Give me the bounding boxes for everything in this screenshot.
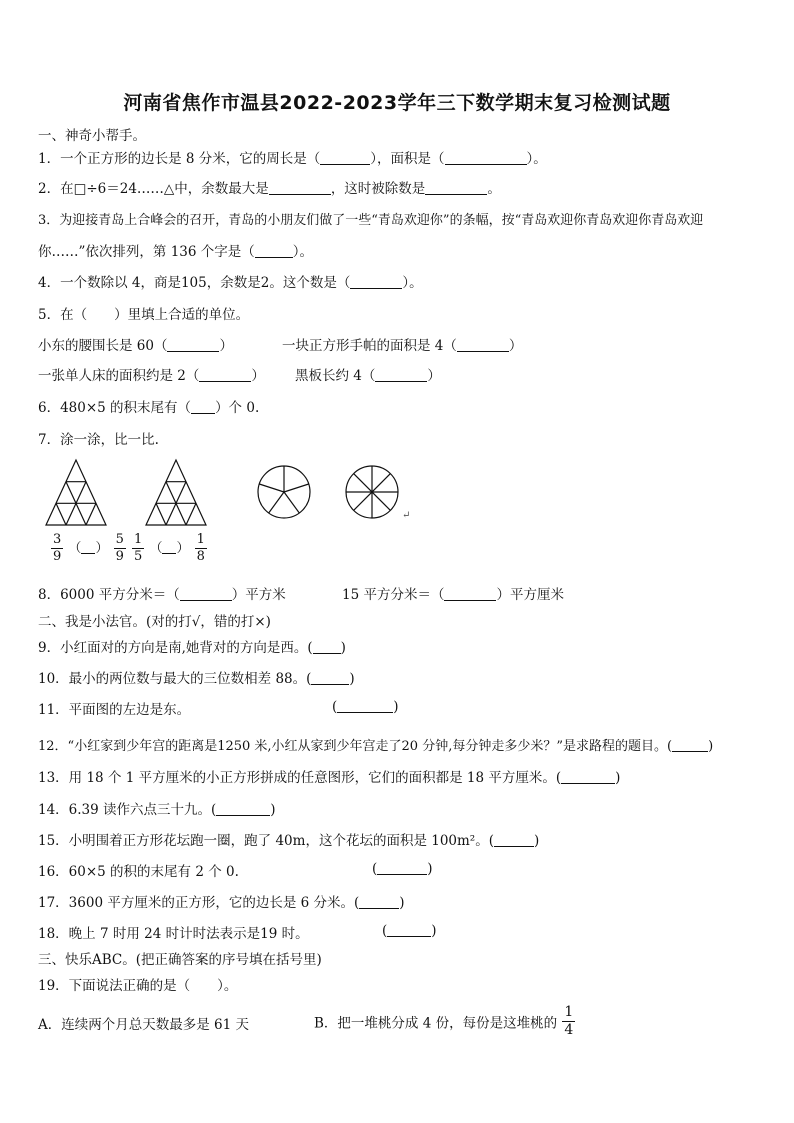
question-6	[38, 396, 259, 416]
answer-blank[interactable]	[561, 769, 615, 784]
denominator: 5	[134, 549, 143, 564]
question-16-answer	[372, 860, 433, 877]
question-11-answer	[332, 698, 399, 715]
compare-open: （	[68, 541, 82, 556]
paren-close: )	[615, 770, 621, 786]
q5-item-3-text: 一张单人床的面积约是 2（	[38, 368, 200, 384]
paren-close: )	[534, 833, 540, 849]
answer-blank[interactable]	[167, 337, 219, 352]
question-9	[38, 636, 346, 656]
question-15-text: 15．小明围着正方形花坛跑一圈，跑了 40m，这个花坛的面积是 100m²。(	[38, 833, 494, 849]
compare-close: ）	[176, 541, 190, 556]
paren-close: )	[399, 895, 405, 911]
question-5-stem: 5．在（ ）里填上合适的单位。	[38, 307, 250, 323]
answer-blank[interactable]	[425, 180, 487, 195]
question-2-text-b: ，这时被除数是	[330, 181, 426, 197]
answer-blank[interactable]	[350, 274, 402, 289]
question-2-text-a: 2．在□÷6＝24……△中，余数最大是	[38, 181, 269, 197]
paren-close: )	[393, 699, 399, 715]
question-16-text: 16．60×5 的积的末尾有 2 个 0.	[38, 864, 239, 880]
answer-blank[interactable]	[375, 367, 427, 382]
answer-blank[interactable]	[199, 367, 251, 382]
paren-close: )	[349, 671, 355, 687]
q5-item-4-text: 黑板长约 4（	[295, 368, 376, 384]
question-13-text: 13．用 18 个 1 平方厘米的小正方形拼成的任意图形，它们的面积都是 18 平方厘米。(	[38, 770, 562, 786]
answer-blank[interactable]	[444, 586, 496, 601]
question-11-text: 11．平面图的左边是东。	[38, 702, 191, 718]
question-6-text-b: ）个 0.	[215, 400, 260, 416]
fraction-comparisons	[50, 532, 208, 565]
denominator: 9	[115, 549, 124, 564]
answer-blank[interactable]	[255, 243, 293, 258]
answer-blank[interactable]	[337, 698, 393, 713]
return-mark: ↵	[402, 510, 411, 521]
question-18-answer	[382, 922, 437, 939]
section-2-heading: 二、我是小法官。(对的打√，错的打×)	[38, 614, 271, 630]
triangle-figure-2[interactable]	[146, 460, 206, 525]
question-4-text-a: 4．一个数除以 4，商是105，余数是2。这个数是（	[38, 275, 351, 291]
question-1	[38, 147, 547, 167]
question-11	[38, 698, 190, 718]
question-5-item-4	[295, 364, 441, 384]
question-8-text-a: 8．6000 平方分米＝（	[38, 587, 180, 603]
q5-item-2-text: 一块正方形手帕的面积是 4（	[282, 338, 457, 354]
question-15	[38, 829, 539, 849]
denominator: 4	[564, 1022, 574, 1038]
fraction-figures	[40, 458, 440, 530]
fraction-1-4	[562, 1004, 575, 1039]
option-b-text: B．把一堆桃分成 4 份，每份是这堆桃的	[314, 1015, 558, 1032]
question-19-stem: 19．下面说法正确的是（ ）。	[38, 978, 238, 994]
question-1-text-b: ），面积是（	[370, 151, 445, 167]
question-2	[38, 177, 501, 197]
question-8-text-c: 15 平方分米＝（	[342, 587, 445, 603]
question-8-part-1	[38, 583, 286, 603]
question-8-text-d: ）平方厘米	[496, 587, 564, 603]
denominator: 9	[53, 549, 62, 564]
question-10	[38, 667, 355, 687]
answer-blank[interactable]	[494, 832, 534, 847]
answer-blank[interactable]	[457, 337, 509, 352]
answer-blank[interactable]	[359, 894, 399, 909]
question-3-line-1: 3．为迎接青岛上合峰会的召开，青岛的小朋友们做了一些“青岛欢迎你”的条幅，按“青岛欢迎你青岛欢迎你青岛欢迎	[38, 213, 704, 228]
paren-close: )	[340, 640, 346, 656]
compare-blank[interactable]	[81, 541, 95, 554]
question-17	[38, 891, 405, 911]
numerator: 1	[134, 532, 143, 547]
fraction-3-9	[51, 532, 63, 565]
circle-figure-eighths[interactable]	[346, 466, 398, 518]
paren-open: (	[382, 923, 388, 939]
paren-close: )	[431, 923, 437, 939]
denominator: 8	[196, 549, 205, 564]
question-3-text-b: ）。	[292, 244, 314, 260]
paren-close: )	[427, 861, 433, 877]
page-title: 河南省焦作市温县2022-2023学年三下数学期末复习检测试题	[123, 92, 671, 114]
answer-blank[interactable]	[216, 801, 270, 816]
question-8-part-2	[342, 583, 564, 603]
compare-open: （	[149, 541, 163, 556]
question-12	[38, 735, 713, 754]
question-16	[38, 860, 239, 880]
question-12-text: 12．“小红家到少年宫的距离是1250 米,小红从家到少年宫走了20 分钟,每分钟走多少米？”是求路程的题目。(	[38, 739, 673, 754]
answer-blank[interactable]	[445, 150, 527, 165]
paren-close: )	[708, 739, 714, 754]
q5-item-1-text: 小东的腰围长是 60（	[38, 338, 168, 354]
question-4	[38, 271, 423, 291]
question-3-text-a: 你……”依次排列，第 136 个字是（	[38, 244, 255, 260]
question-4-text-b: ）。	[402, 275, 423, 291]
question-14	[38, 798, 276, 818]
question-3-line-2	[38, 240, 313, 260]
q5-item-2-close: ）	[508, 338, 523, 354]
paren-open: (	[332, 699, 338, 715]
fraction-5-9	[114, 532, 126, 565]
answer-blank[interactable]	[311, 670, 349, 685]
question-10-text: 10．最小的两位数与最大的三位数相差 88。(	[38, 671, 312, 687]
answer-blank[interactable]	[320, 150, 370, 165]
answer-blank[interactable]	[269, 180, 331, 195]
numerator: 1	[196, 532, 205, 547]
numerator: 3	[53, 532, 62, 547]
compare-blank[interactable]	[162, 541, 176, 554]
question-18-text: 18．晚上 7 时用 24 时计时法表示是19 时。	[38, 926, 309, 942]
question-19-option-b[interactable]	[314, 1004, 576, 1039]
answer-blank[interactable]	[191, 399, 215, 414]
question-5-item-2	[282, 334, 522, 354]
question-8-text-b: ）平方米	[231, 587, 286, 603]
q5-item-1-close: ）	[219, 338, 233, 354]
question-19-option-a[interactable]: A．连续两个月总天数最多是 61 天	[38, 1017, 250, 1033]
question-7-stem: 7．涂一涂，比一比.	[38, 432, 159, 448]
triangle-figure-1[interactable]	[46, 460, 106, 525]
paren-open: (	[372, 861, 378, 877]
question-5-item-3	[38, 364, 265, 384]
question-17-text: 17．3600 平方厘米的正方形，它的边长是 6 分米。(	[38, 895, 360, 911]
answer-blank[interactable]	[377, 860, 427, 875]
fraction-1-5	[132, 532, 144, 565]
answer-blank[interactable]	[180, 586, 232, 601]
question-1-text-a: 1．一个正方形的边长是 8 分米，它的周长是（	[38, 151, 321, 167]
answer-blank[interactable]	[313, 639, 341, 654]
numerator: 1	[564, 1004, 574, 1020]
question-6-text-a: 6．480×5 的积末尾有（	[38, 400, 192, 416]
q5-item-4-close: ）	[427, 368, 441, 384]
question-2-text-c: 。	[487, 181, 501, 197]
fraction-1-8	[195, 532, 207, 565]
question-14-text: 14．6.39 读作六点三十九。(	[38, 802, 217, 818]
question-1-text-c: ）。	[526, 151, 547, 167]
answer-blank[interactable]	[672, 737, 708, 752]
numerator: 5	[115, 532, 124, 547]
q5-item-3-close: ）	[251, 368, 265, 384]
question-13	[38, 766, 620, 786]
section-3-heading: 三、快乐ABC。(把正确答案的序号填在括号里)	[38, 952, 322, 968]
compare-close: ）	[95, 541, 109, 556]
paren-close: )	[270, 802, 276, 818]
question-9-text: 9．小红面对的方向是南,她背对的方向是西。(	[38, 640, 313, 656]
answer-blank[interactable]	[387, 922, 431, 937]
circle-figure-fifths[interactable]	[258, 466, 310, 518]
question-18	[38, 922, 309, 942]
question-5-item-1	[38, 334, 233, 354]
section-1-heading: 一、神奇小帮手。	[38, 128, 146, 144]
